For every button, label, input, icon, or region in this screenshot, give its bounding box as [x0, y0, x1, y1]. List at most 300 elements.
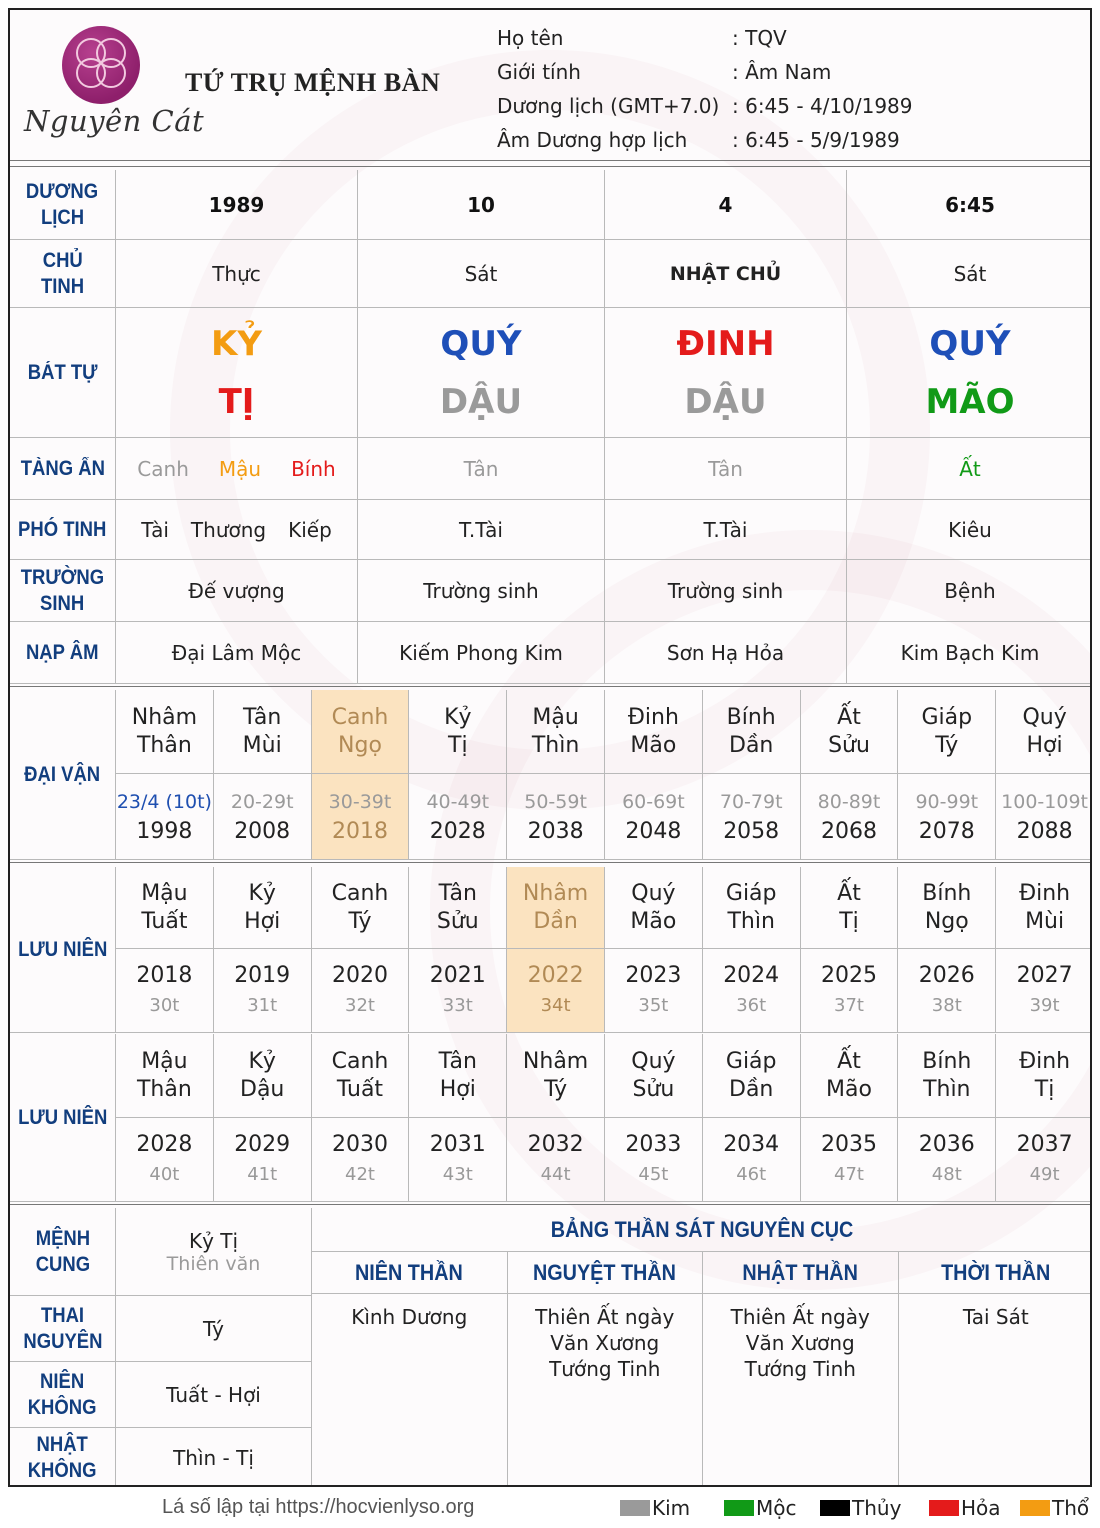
info-row: [497, 26, 787, 60]
hidden-stem: Canh: [137, 456, 189, 481]
cycle-stem: Quý: [631, 880, 676, 906]
cycle-start-year: 1998: [136, 818, 193, 844]
info-key: Âm Dương hợp lịch: [497, 128, 688, 152]
pillar-truong-sinh: [358, 560, 605, 622]
luu-nien-1-stem-branch: [214, 867, 312, 949]
pillar-date-value: 4: [718, 192, 733, 217]
divider: [10, 166, 1090, 167]
row-label-text: DƯƠNG: [26, 179, 99, 203]
cycle-stem: Bính: [726, 704, 776, 730]
luu-nien-1-stem-branch: [996, 867, 1092, 949]
cycle-stem: Mậu: [141, 880, 188, 906]
cycle-stem: Giáp: [921, 704, 973, 730]
cycle-branch: Sửu: [828, 732, 870, 758]
cycle-age-range: 20-29t: [230, 790, 294, 813]
than-sat-header: [508, 1252, 704, 1294]
cycle-stem: Quý: [631, 1048, 676, 1074]
cycle-stem: Canh: [331, 704, 389, 730]
cycle-stem: Kỷ: [444, 704, 472, 730]
luu-nien-1-period: [703, 949, 801, 1033]
cycle-stem: Tân: [243, 704, 282, 730]
truong-sinh-value: Đế vượng: [188, 578, 285, 603]
cycle-year: 2024: [723, 962, 780, 988]
legend-swatch: [1020, 1500, 1050, 1516]
dai-van-period: [801, 774, 899, 860]
hidden-stem: Mậu: [218, 456, 262, 481]
cycle-start-year: 2058: [723, 818, 780, 844]
cycle-branch: Sửu: [436, 908, 479, 934]
cycle-branch: Ngọ: [924, 908, 969, 934]
pillar-date-value: 10: [467, 192, 495, 217]
nhat-khong-value: [116, 1428, 312, 1487]
cycle-age: 32t: [345, 994, 375, 1016]
luu-nien-2-stem-branch: [409, 1034, 507, 1118]
cycle-branch: Thân: [136, 1076, 192, 1102]
cycle-branch: Tị: [1034, 1076, 1055, 1102]
cycle-stem: Đinh: [1019, 880, 1071, 906]
than-sat-column: [899, 1294, 1093, 1487]
cycle-branch: Thìn: [727, 908, 775, 934]
label-tang-an: [10, 438, 116, 500]
cycle-branch: Mùi: [1025, 908, 1065, 934]
cycle-branch: Hợi: [1026, 732, 1063, 758]
luu-nien-2-stem-branch: [507, 1034, 605, 1118]
pillar-tang-an: [605, 438, 847, 500]
cycle-age: 34t: [540, 994, 571, 1016]
pillar-nap-am: [847, 622, 1092, 684]
cycle-stem: Bính: [922, 1048, 972, 1074]
cycle-year: 2033: [625, 1131, 682, 1157]
cycle-age-range: 70-79t: [719, 790, 783, 813]
legend-swatch: [820, 1500, 850, 1516]
cycle-age: 40t: [149, 1163, 180, 1185]
pillar-chu-tinh: [605, 240, 847, 308]
cycle-branch: Tuất: [141, 908, 188, 934]
chu-tinh-value: Sát: [464, 261, 498, 286]
than-sat-item: Văn Xương: [745, 1331, 855, 1355]
than-sat-header-text: NGUYỆT THẦN: [533, 1259, 677, 1285]
dai-van-stem-branch: [312, 690, 410, 774]
cycle-branch: Hợi: [439, 1076, 476, 1102]
dai-van-stem-branch: [507, 690, 605, 774]
luu-nien-1-stem-branch: [605, 867, 703, 949]
pillar-truong-sinh: [116, 560, 358, 622]
luu-nien-2-period: [312, 1118, 410, 1202]
nap-am-value: Kim Bạch Kim: [900, 640, 1040, 665]
row-label-text: PHÓ TINH: [18, 517, 107, 541]
cycle-year: 2029: [234, 1131, 291, 1157]
label-bat-tu: [10, 308, 116, 438]
than-sat-header: [312, 1252, 508, 1294]
earthly-branch: DẬU: [684, 381, 767, 422]
label-nien-khong: [10, 1362, 116, 1428]
row-label-text: NHẬT: [36, 1433, 89, 1456]
dai-van-period: [703, 774, 801, 860]
row-label-text: TÀNG ẨN: [20, 456, 105, 480]
truong-sinh-value: Trường sinh: [667, 578, 784, 603]
dai-van-period: [116, 774, 214, 860]
cycle-stem: Kỷ: [248, 880, 276, 906]
cycle-year: 2035: [820, 1131, 877, 1157]
dai-van-stem-branch: [703, 690, 801, 774]
cycle-age: 43t: [442, 1163, 473, 1185]
label-nhat-khong: [10, 1428, 116, 1487]
luu-nien-2-period: [116, 1118, 214, 1202]
pillar-bat-tu: [847, 308, 1092, 438]
nhat-khong-text: Thìn - Tị: [173, 1446, 254, 1470]
info-row: [497, 128, 900, 162]
label-menh-cung: [10, 1208, 116, 1296]
logo-text: Nguyên Cát: [24, 104, 205, 138]
cycle-year: 2027: [1016, 962, 1073, 988]
luu-nien-2-stem-branch: [898, 1034, 996, 1118]
cycle-stem: Nhâm: [522, 880, 589, 906]
cycle-age-range: 40-49t: [426, 790, 490, 813]
luu-nien-1-stem-branch: [801, 867, 899, 949]
pho-tinh-value: Tài: [141, 517, 169, 542]
row-label-text: SINH: [40, 591, 85, 615]
menh-cung-value: [116, 1208, 312, 1296]
luu-nien-1-period: [898, 949, 996, 1033]
cycle-stem: Tân: [438, 1048, 477, 1074]
info-value: : TQV: [732, 26, 787, 50]
cycle-year: 2019: [234, 962, 291, 988]
legend-item: [820, 1496, 901, 1520]
cycle-stem: Ất: [837, 880, 861, 906]
row-label-text: NẠP ÂM: [26, 640, 99, 664]
cycle-branch: Mão: [826, 1076, 872, 1102]
cycle-age: 36t: [736, 994, 767, 1016]
pillar-bat-tu: [605, 308, 847, 438]
pho-tinh-value: Thương: [190, 517, 267, 542]
cycle-year: 2030: [331, 1131, 388, 1157]
cycle-year: 2036: [918, 1131, 975, 1157]
pillar-date: [847, 170, 1092, 240]
pho-tinh-value: Kiêu: [948, 517, 992, 542]
earthly-branch: MÃO: [925, 381, 1015, 422]
pillar-date-value: 6:45: [945, 192, 995, 217]
than-sat-item: Kình Dương: [351, 1305, 468, 1329]
heavenly-stem: QUÝ: [440, 323, 522, 364]
luu-nien-1-stem-branch: [507, 867, 605, 949]
row-label-text: LƯU NIÊN: [17, 1105, 108, 1129]
pillar-truong-sinh: [605, 560, 847, 622]
cycle-age: 42t: [345, 1163, 375, 1185]
divider: [10, 862, 1090, 863]
hidden-stem: Tân: [463, 456, 499, 481]
cycle-branch: Tuất: [336, 1076, 384, 1102]
luu-nien-1-period: [507, 949, 605, 1033]
row-label-text: MỆNH: [35, 1226, 90, 1250]
cycle-age-range: 80-89t: [817, 790, 881, 813]
logo-icon: [62, 26, 140, 104]
than-sat-title-text: BẢNG THẦN SÁT NGUYÊN CỤC: [551, 1216, 854, 1242]
info-key: Dương lịch (GMT+7.0): [497, 94, 720, 118]
label-nap-am: [10, 622, 116, 684]
than-sat-item: Tướng Tinh: [549, 1357, 661, 1381]
luu-nien-1-stem-branch: [898, 867, 996, 949]
cycle-branch: Tị: [839, 908, 859, 934]
row-label-text: LỊCH: [40, 205, 85, 229]
cycle-age: 49t: [1029, 1163, 1060, 1185]
footer: [0, 1490, 1100, 1528]
cycle-branch: Thân: [136, 732, 192, 758]
cycle-age: 46t: [736, 1163, 767, 1185]
legend-item: [1020, 1496, 1089, 1520]
chu-tinh-value: Thực: [212, 261, 261, 286]
row-label-text: THAI: [40, 1303, 85, 1327]
pillar-pho-tinh: [358, 500, 605, 560]
heavenly-stem: ĐINH: [676, 323, 775, 364]
cycle-stem: Mậu: [141, 1048, 188, 1074]
info-value: : 6:45 - 5/9/1989: [732, 128, 900, 152]
nap-am-value: Sơn Hạ Hỏa: [666, 640, 785, 665]
luu-nien-1-stem-branch: [409, 867, 507, 949]
menh-cung-text: Kỷ Tị: [188, 1228, 239, 1253]
cycle-start-year: 2018: [331, 818, 388, 844]
than-sat-item: Tai Sát: [962, 1305, 1029, 1329]
legend-item: [724, 1496, 797, 1520]
cycle-age-range: 50-59t: [524, 790, 587, 813]
dai-van-period: [507, 774, 605, 860]
luu-nien-1-period: [409, 949, 507, 1033]
dai-van-stem-branch: [801, 690, 899, 774]
dai-van-stem-branch: [214, 690, 312, 774]
cycle-age-range: 30-39t: [328, 790, 392, 813]
info-key: Họ tên: [497, 26, 564, 50]
hidden-stem: Bính: [291, 456, 336, 481]
pillar-nap-am: [605, 622, 847, 684]
label-pho-tinh: [10, 500, 116, 560]
luu-nien-2-stem-branch: [312, 1034, 410, 1118]
row-label-text: BÁT TỰ: [27, 360, 98, 384]
pillar-chu-tinh: [116, 240, 358, 308]
pillar-pho-tinh: [116, 500, 358, 560]
cycle-year: 2025: [820, 962, 877, 988]
pillar-date: [605, 170, 847, 240]
cycle-year: 2028: [136, 1131, 193, 1157]
luu-nien-2-period: [409, 1118, 507, 1202]
cycle-age: 41t: [247, 1163, 278, 1185]
legend-swatch: [620, 1500, 650, 1516]
hidden-stem: Tân: [708, 456, 743, 481]
info-row: [497, 94, 913, 128]
legend-label: Thổ: [1052, 1496, 1090, 1520]
luu-nien-2-period: [996, 1118, 1092, 1202]
cycle-start-year: 2008: [234, 818, 291, 844]
dai-van-stem-branch: [116, 690, 214, 774]
divider: [10, 1204, 1090, 1205]
label-dai-van: [10, 690, 116, 860]
cycle-year: 2031: [429, 1131, 486, 1157]
cycle-start-year: 2078: [918, 818, 975, 844]
cycle-stem: Nhâm: [131, 704, 198, 730]
thai-nguyen-text: Tý: [203, 1316, 224, 1341]
luu-nien-1-period: [801, 949, 899, 1033]
than-sat-header-text: NIÊN THẦN: [355, 1259, 464, 1285]
luu-nien-1-period: [214, 949, 312, 1033]
cycle-age-range: 23/4 (10t): [116, 790, 212, 813]
dai-van-period: [214, 774, 312, 860]
pho-tinh-value: T.Tài: [459, 517, 503, 542]
legend-item: [620, 1496, 690, 1520]
pho-tinh-value: T.Tài: [703, 517, 748, 542]
row-label-text: TRƯỜNG: [20, 565, 105, 589]
legend-label: Kim: [652, 1496, 691, 1520]
than-sat-header-text: THỜI THẦN: [941, 1259, 1051, 1285]
row-label-text: CUNG: [35, 1252, 90, 1276]
than-sat-column: [312, 1294, 508, 1487]
luu-nien-2-period: [801, 1118, 899, 1202]
dai-van-period: [996, 774, 1092, 860]
cycle-stem: Ất: [837, 704, 861, 730]
chart-sheet: [8, 8, 1092, 1487]
luu-nien-2-period: [507, 1118, 605, 1202]
cycle-stem: Kỷ: [248, 1048, 276, 1074]
row-label-text: LƯU NIÊN: [17, 937, 108, 961]
cycle-branch: Ngọ: [338, 732, 382, 758]
cycle-branch: Tý: [544, 1076, 568, 1102]
than-sat-item: Tướng Tinh: [744, 1357, 856, 1381]
than-sat-item: Thiên Ất ngày: [535, 1305, 675, 1329]
pillar-chu-tinh: [358, 240, 605, 308]
pillar-nap-am: [116, 622, 358, 684]
legend-label: Thủy: [852, 1496, 902, 1520]
cycle-branch: Mão: [630, 732, 677, 758]
pillar-truong-sinh: [847, 560, 1092, 622]
luu-nien-2-period: [605, 1118, 703, 1202]
cycle-branch: Hợi: [244, 908, 281, 934]
chu-tinh-value: Sát: [953, 261, 987, 286]
row-label-text: KHÔNG: [28, 1395, 97, 1419]
cycle-year: 2034: [723, 1131, 780, 1157]
pillar-date-value: 1989: [208, 192, 265, 217]
divider: [10, 160, 1090, 161]
pillar-nap-am: [358, 622, 605, 684]
info-value: : Âm Nam: [732, 60, 832, 84]
cycle-stem: Canh: [331, 1048, 389, 1074]
label-chu-tinh: [10, 240, 116, 308]
than-sat-header-text: NHẬT THẦN: [742, 1259, 858, 1285]
label-thai-nguyen: [10, 1296, 116, 1362]
pho-tinh-value: Kiếp: [288, 517, 332, 542]
cycle-branch: Thìn: [923, 1076, 971, 1102]
cycle-age-range: 90-99t: [915, 790, 979, 813]
dai-van-period: [605, 774, 703, 860]
info-key: Giới tính: [497, 60, 581, 84]
cycle-age: 44t: [540, 1163, 571, 1185]
cycle-age: 31t: [247, 994, 278, 1016]
info-value: : 6:45 - 4/10/1989: [732, 94, 913, 118]
luu-nien-2-stem-branch: [703, 1034, 801, 1118]
cycle-age: 45t: [638, 1163, 669, 1185]
cycle-year: 2023: [625, 962, 682, 988]
cycle-start-year: 2068: [820, 818, 877, 844]
cycle-stem: Canh: [331, 880, 389, 906]
info-row: [497, 60, 831, 94]
luu-nien-1-period: [312, 949, 410, 1033]
row-label-text: NGUYÊN: [22, 1329, 103, 1353]
hidden-stem: Ất: [959, 456, 981, 481]
luu-nien-1-stem-branch: [116, 867, 214, 949]
cycle-branch: Dần: [729, 1076, 774, 1102]
nap-am-value: Đại Lâm Mộc: [171, 640, 302, 665]
cycle-stem: Giáp: [725, 1048, 777, 1074]
dai-van-stem-branch: [898, 690, 996, 774]
cycle-branch: Thìn: [531, 732, 580, 758]
luu-nien-2-period: [898, 1118, 996, 1202]
pillar-date: [358, 170, 605, 240]
nien-khong-text: Tuất - Hợi: [166, 1382, 261, 1407]
cycle-age-range: 100-109t: [1001, 790, 1088, 813]
legend-swatch: [929, 1500, 959, 1516]
cycle-year: 2026: [918, 962, 975, 988]
luu-nien-2-stem-branch: [605, 1034, 703, 1118]
cycle-branch: Mão: [630, 908, 677, 934]
cycle-age: 48t: [931, 1163, 962, 1185]
cycle-year: 2021: [429, 962, 486, 988]
pillar-pho-tinh: [605, 500, 847, 560]
cycle-stem: Giáp: [725, 880, 777, 906]
cycle-start-year: 2038: [527, 818, 584, 844]
luu-nien-1-period: [996, 949, 1092, 1033]
pillar-tang-an: [358, 438, 605, 500]
luu-nien-2-stem-branch: [116, 1034, 214, 1118]
than-sat-item: Văn Xương: [550, 1331, 660, 1355]
heavenly-stem: KỶ: [211, 323, 262, 364]
thai-nguyen-value: [116, 1296, 312, 1362]
nien-khong-value: [116, 1362, 312, 1428]
cycle-stem: Đinh: [627, 704, 679, 730]
dai-van-stem-branch: [409, 690, 507, 774]
truong-sinh-value: Bệnh: [944, 578, 996, 603]
row-label-text: CHỦ: [42, 248, 83, 272]
cycle-year: 2037: [1016, 1131, 1073, 1157]
cycle-stem: Nhâm: [522, 1048, 589, 1074]
label-luu-nien-2: [10, 1034, 116, 1202]
dai-van-period: [898, 774, 996, 860]
cycle-branch: Tý: [348, 908, 372, 934]
row-label-text: ĐẠI VẬN: [24, 762, 101, 786]
earthly-branch: TỊ: [218, 381, 255, 422]
cycle-year: 2032: [527, 1131, 584, 1157]
pillar-tang-an: [116, 438, 358, 500]
earthly-branch: DẬU: [439, 381, 523, 422]
luu-nien-2-stem-branch: [214, 1034, 312, 1118]
than-sat-column: [703, 1294, 899, 1487]
luu-nien-2-stem-branch: [801, 1034, 899, 1118]
luu-nien-2-period: [703, 1118, 801, 1202]
cycle-branch: Mùi: [242, 732, 282, 758]
menh-cung-sub: Thiên văn: [166, 1252, 261, 1275]
cycle-age: 47t: [834, 1163, 864, 1185]
legend-item: [929, 1496, 1001, 1520]
nap-am-value: Kiếm Phong Kim: [399, 640, 563, 665]
pillar-tang-an: [847, 438, 1092, 500]
label-truong-sinh: [10, 560, 116, 622]
cycle-age-range: 60-69t: [622, 790, 685, 813]
legend-label: Mộc: [756, 1496, 797, 1520]
cycle-stem: Ất: [837, 1048, 861, 1074]
cycle-year: 2020: [331, 962, 388, 988]
cycle-age: 38t: [931, 994, 962, 1016]
heavenly-stem: QUÝ: [929, 323, 1011, 364]
cycle-stem: Bính: [922, 880, 972, 906]
cycle-stem: Đinh: [1019, 1048, 1071, 1074]
cycle-branch: Tị: [448, 732, 468, 758]
than-sat-column: [508, 1294, 704, 1487]
luu-nien-2-period: [214, 1118, 312, 1202]
